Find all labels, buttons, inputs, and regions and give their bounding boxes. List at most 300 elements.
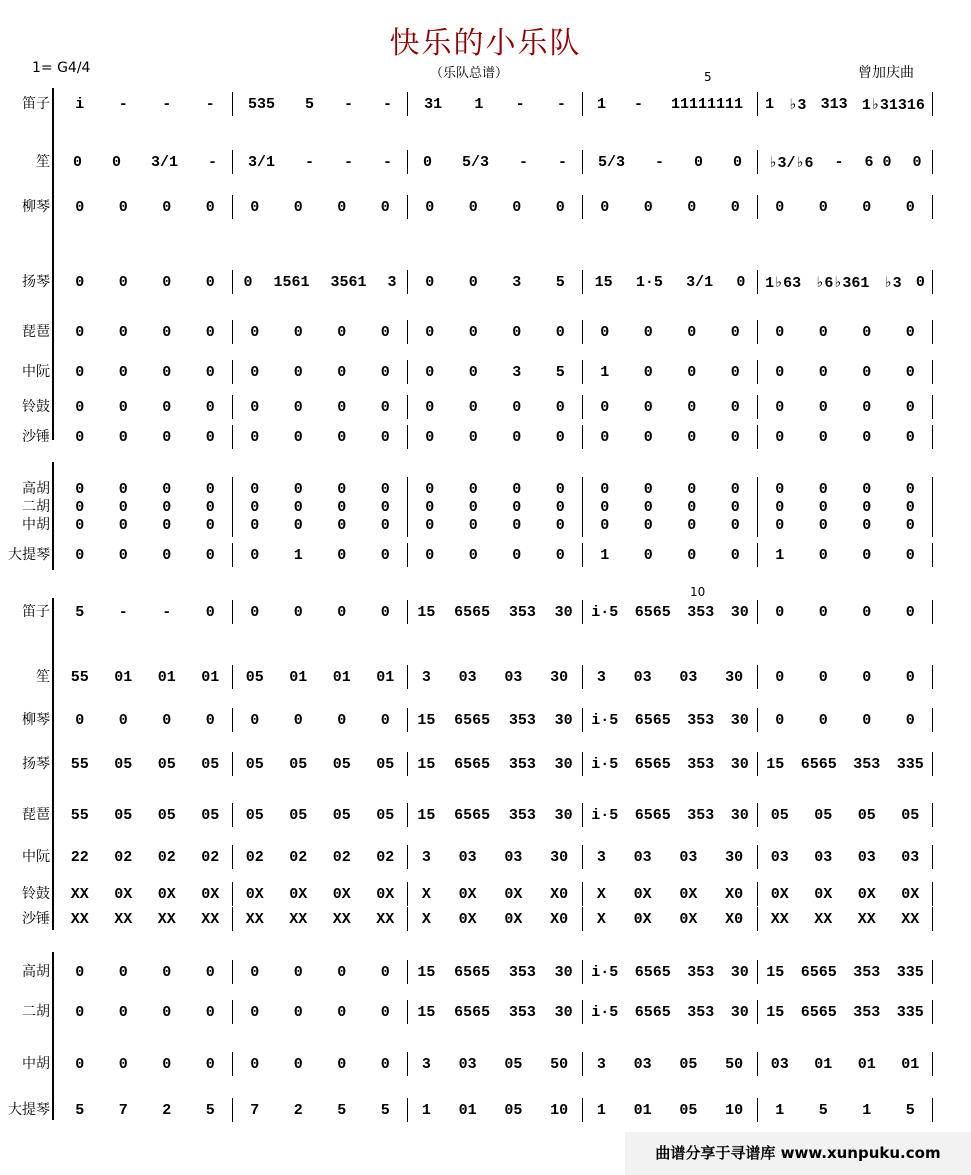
measure — [758, 752, 933, 776]
note: 0 — [205, 1055, 215, 1073]
note: 353 — [508, 711, 536, 729]
note: 0 — [775, 668, 785, 686]
note: 353 — [687, 806, 715, 824]
note: 30 — [554, 755, 573, 773]
note: XX — [70, 910, 89, 928]
note: 0 — [75, 1003, 85, 1021]
note: X — [421, 910, 431, 928]
note: 0 — [643, 428, 653, 446]
note: 0 — [425, 363, 435, 381]
note: 0 — [425, 480, 435, 498]
instrument-name: 二胡 — [22, 499, 50, 515]
note: i·5 — [591, 963, 619, 981]
note: 0 — [118, 1055, 128, 1073]
measure — [58, 150, 233, 174]
note: 0 — [555, 516, 565, 534]
measure — [583, 320, 758, 344]
footer-watermark: 曲谱分享于寻谱库 www.xunpuku.com — [625, 1132, 971, 1175]
note: 335 — [896, 1003, 924, 1021]
note: 0 — [905, 198, 915, 216]
note: 3/1 — [686, 273, 714, 291]
note: 15 — [417, 755, 436, 773]
note: 03 — [857, 848, 876, 866]
staff-row — [0, 195, 971, 219]
note: 0 — [250, 198, 260, 216]
note: 0 — [250, 428, 260, 446]
note: 03 — [504, 848, 523, 866]
note: 0 — [775, 323, 785, 341]
note: 0 — [468, 198, 478, 216]
note: 0 — [250, 963, 260, 981]
note: 5 — [205, 1101, 215, 1119]
note: 0 — [643, 363, 653, 381]
note: 0 — [380, 546, 390, 564]
note: 0 — [730, 498, 740, 516]
note: 0 — [425, 428, 435, 446]
note: - — [515, 95, 525, 113]
note: 0 — [380, 498, 390, 516]
note: 2 — [293, 1101, 303, 1119]
note: 0X — [289, 885, 308, 903]
note: 0 — [380, 398, 390, 416]
note: 1 — [474, 95, 484, 113]
note: X — [421, 885, 431, 903]
note: 0X — [458, 910, 477, 928]
note: 0 — [687, 480, 697, 498]
measure — [758, 195, 933, 219]
note: 0 — [468, 498, 478, 516]
note: 5 — [75, 603, 85, 621]
note: 0 — [250, 711, 260, 729]
note: 01 — [157, 668, 176, 686]
note: 02 — [332, 848, 351, 866]
note: 50 — [550, 1055, 569, 1073]
note: 05 — [770, 806, 789, 824]
note: XX — [770, 910, 789, 928]
note: 0 — [687, 428, 697, 446]
note: 0 — [905, 363, 915, 381]
note: 0 — [380, 480, 390, 498]
note: 05 — [679, 1055, 698, 1073]
note: 01 — [289, 668, 308, 686]
note: 0X — [245, 885, 264, 903]
note: XX — [70, 885, 89, 903]
note: 5 — [818, 1101, 828, 1119]
note: 0 — [205, 711, 215, 729]
measure — [58, 320, 233, 344]
staff-row — [0, 150, 971, 174]
note: 30 — [554, 963, 573, 981]
measure — [583, 360, 758, 384]
note: 0 — [380, 711, 390, 729]
note: 0 — [730, 398, 740, 416]
staff-row — [0, 270, 971, 294]
measure — [58, 195, 233, 219]
note: 7 — [250, 1101, 260, 1119]
instrument-name: 二胡 — [22, 1004, 50, 1020]
instrument-name: 中阮 — [22, 364, 50, 380]
note: XX — [201, 910, 220, 928]
note: 05 — [245, 668, 264, 686]
measure — [58, 665, 233, 689]
note: XX — [901, 910, 920, 928]
note: 353 — [853, 755, 881, 773]
note: 30 — [554, 806, 573, 824]
note: 05 — [376, 806, 395, 824]
measure — [408, 600, 583, 624]
measure — [758, 1052, 933, 1076]
note: 6565 — [454, 755, 491, 773]
note: 05 — [114, 806, 133, 824]
note: 3/1 — [247, 153, 275, 171]
note: 55 — [70, 668, 89, 686]
measure — [758, 513, 933, 537]
note: 0 — [862, 363, 872, 381]
staff-row — [0, 907, 971, 931]
note: 0X — [814, 885, 833, 903]
measure — [233, 1000, 408, 1024]
note: 0 — [730, 363, 740, 381]
note: 0 — [687, 398, 697, 416]
measure — [58, 960, 233, 984]
note: 55 — [70, 755, 89, 773]
note: XX — [289, 910, 308, 928]
note: 0 — [862, 428, 872, 446]
note: 0X — [633, 910, 652, 928]
note: 05 — [332, 755, 351, 773]
note: 0X — [376, 885, 395, 903]
note: 5 — [905, 1101, 915, 1119]
note: 535 — [247, 95, 275, 113]
instrument-name: 高胡 — [22, 964, 50, 980]
note: 0 — [75, 963, 85, 981]
note: 0 — [118, 273, 128, 291]
measure — [58, 845, 233, 869]
note: 05 — [157, 755, 176, 773]
measure — [583, 960, 758, 984]
page-title: 快乐的小乐队 — [389, 26, 582, 61]
note: 0 — [862, 398, 872, 416]
note: 0 — [693, 153, 703, 171]
measure — [583, 907, 758, 931]
system-brace — [52, 598, 54, 930]
note: - — [118, 603, 128, 621]
note: X0 — [725, 910, 744, 928]
note: 01 — [901, 1055, 920, 1073]
note: 0 — [775, 498, 785, 516]
composer: 曾加庆曲 — [858, 65, 914, 81]
note: 0 — [75, 363, 85, 381]
measure — [758, 1098, 933, 1122]
staff-row — [0, 425, 971, 449]
note: 353 — [508, 603, 536, 621]
note: - — [162, 603, 172, 621]
note: 3 — [421, 1055, 431, 1073]
note: 0 — [380, 323, 390, 341]
note: XX — [376, 910, 395, 928]
note: 335 — [896, 963, 924, 981]
note: 3 — [596, 848, 606, 866]
note: 6 0 — [864, 153, 892, 171]
note: 0 — [337, 480, 347, 498]
note: - — [633, 95, 643, 113]
note: X0 — [550, 910, 569, 928]
note: ♭3/♭6 — [768, 154, 814, 172]
note: 0 — [205, 516, 215, 534]
note: 0 — [118, 428, 128, 446]
note: 0 — [75, 323, 85, 341]
note: 0 — [337, 546, 347, 564]
note: 0 — [468, 480, 478, 498]
note: 0 — [555, 480, 565, 498]
note: 0 — [205, 273, 215, 291]
note: 0 — [118, 516, 128, 534]
note: 0 — [862, 198, 872, 216]
note: 01 — [633, 1101, 652, 1119]
staff-row — [0, 708, 971, 732]
note: 0 — [775, 363, 785, 381]
note: 0 — [425, 546, 435, 564]
note: 03 — [770, 848, 789, 866]
measure — [58, 600, 233, 624]
note: 6565 — [454, 711, 491, 729]
note: XX — [814, 910, 833, 928]
note: X — [596, 910, 606, 928]
staff-row — [0, 1052, 971, 1076]
staff-row — [0, 543, 971, 567]
note: 5 — [304, 95, 314, 113]
note: 0 — [162, 363, 172, 381]
note: 15 — [417, 806, 436, 824]
note: - — [654, 153, 664, 171]
note: 1 — [775, 1101, 785, 1119]
note: 0 — [380, 428, 390, 446]
note: 0 — [732, 153, 742, 171]
note: 0 — [425, 198, 435, 216]
note: 0 — [250, 546, 260, 564]
instrument-name: 中阮 — [22, 849, 50, 865]
note: i·5 — [591, 806, 619, 824]
instrument-name: 铃鼓 — [22, 399, 50, 415]
note: 15 — [766, 1003, 785, 1021]
note: 0 — [468, 428, 478, 446]
note: 0 — [818, 198, 828, 216]
note: 0 — [775, 711, 785, 729]
note: 0 — [862, 603, 872, 621]
note: 0 — [862, 546, 872, 564]
note: 0 — [75, 428, 85, 446]
note: 03 — [504, 668, 523, 686]
measure — [233, 907, 408, 931]
instrument-name: 大提琴 — [8, 547, 50, 563]
note: 0 — [205, 603, 215, 621]
measure — [408, 92, 583, 116]
measure — [758, 845, 933, 869]
note: 0 — [118, 480, 128, 498]
note: 0 — [75, 498, 85, 516]
measure — [58, 425, 233, 449]
note: 0 — [250, 516, 260, 534]
note: 0 — [293, 603, 303, 621]
measure — [58, 907, 233, 931]
note: 0 — [512, 398, 522, 416]
instrument-name: 柳琴 — [22, 199, 50, 215]
note: 1 — [421, 1101, 431, 1119]
note: ♭6♭361 — [815, 274, 870, 292]
note: 0 — [512, 428, 522, 446]
key-signature: 1= G4/4 — [32, 60, 91, 76]
note: 0 — [337, 398, 347, 416]
note: 0 — [162, 398, 172, 416]
measure — [758, 600, 933, 624]
note: 0X — [504, 910, 523, 928]
note: 0 — [337, 498, 347, 516]
note: - — [556, 95, 566, 113]
instrument-name: 高胡 — [22, 481, 50, 497]
note: 30 — [725, 848, 744, 866]
staff-row — [0, 1000, 971, 1024]
measure — [58, 882, 233, 906]
measure — [583, 845, 758, 869]
note: 0 — [512, 480, 522, 498]
measure — [408, 1000, 583, 1024]
note: 0 — [600, 323, 610, 341]
measure — [58, 1098, 233, 1122]
note: 03 — [458, 668, 477, 686]
note: 0 — [162, 1003, 172, 1021]
measure — [583, 1098, 758, 1122]
note: 0 — [905, 546, 915, 564]
note: 0 — [818, 546, 828, 564]
instrument-name: 笛子 — [22, 96, 50, 112]
note: 0 — [425, 516, 435, 534]
note: 15 — [417, 963, 436, 981]
note: - — [343, 153, 353, 171]
note: 0 — [512, 198, 522, 216]
note: 0 — [512, 516, 522, 534]
measure — [583, 150, 758, 174]
measure — [583, 513, 758, 537]
note: 0 — [600, 480, 610, 498]
note: 0 — [118, 323, 128, 341]
note: 0 — [337, 711, 347, 729]
note: 10 — [725, 1101, 744, 1119]
note: 3 — [596, 668, 606, 686]
measure — [408, 150, 583, 174]
note: 6565 — [454, 1003, 491, 1021]
note: 6565 — [454, 603, 491, 621]
measure — [408, 665, 583, 689]
measure — [233, 752, 408, 776]
note: 0 — [643, 198, 653, 216]
note: 1 — [600, 363, 610, 381]
note: 353 — [853, 1003, 881, 1021]
measure — [233, 600, 408, 624]
note: 6565 — [634, 1003, 671, 1021]
note: 6565 — [800, 963, 837, 981]
staff-row — [0, 1098, 971, 1122]
note: 0X — [857, 885, 876, 903]
note: 0 — [730, 198, 740, 216]
measure — [233, 803, 408, 827]
note: 3561 — [330, 273, 367, 291]
note: 0 — [912, 153, 922, 171]
measure — [408, 543, 583, 567]
measure — [408, 907, 583, 931]
note: 0X — [901, 885, 920, 903]
measure — [758, 543, 933, 567]
note: 02 — [376, 848, 395, 866]
note: 0 — [775, 603, 785, 621]
note: - — [205, 95, 215, 113]
note: 05 — [201, 755, 220, 773]
note: 1 — [862, 1101, 872, 1119]
note: 0 — [111, 153, 121, 171]
measure — [758, 803, 933, 827]
note: 1 — [775, 546, 785, 564]
note: 5 — [337, 1101, 347, 1119]
note: 0 — [293, 398, 303, 416]
note: 02 — [289, 848, 308, 866]
note: 0 — [75, 398, 85, 416]
measure — [233, 960, 408, 984]
measure — [233, 1098, 408, 1122]
note: 0 — [75, 711, 85, 729]
measure — [58, 1000, 233, 1024]
note: 01 — [376, 668, 395, 686]
note: 0 — [162, 198, 172, 216]
measure — [758, 270, 933, 294]
note: 353 — [853, 963, 881, 981]
note: 0 — [162, 498, 172, 516]
note: 02 — [114, 848, 133, 866]
note: 0 — [687, 498, 697, 516]
note: 6565 — [634, 963, 671, 981]
measure — [583, 752, 758, 776]
note: 0 — [75, 516, 85, 534]
measure — [58, 270, 233, 294]
note: 0X — [157, 885, 176, 903]
note: 0X — [201, 885, 220, 903]
note: 3 — [421, 668, 431, 686]
instrument-name: 笛子 — [22, 604, 50, 620]
measure — [583, 425, 758, 449]
note: X — [596, 885, 606, 903]
measure — [233, 543, 408, 567]
note: 15 — [417, 711, 436, 729]
instrument-name: 大提琴 — [8, 1102, 50, 1118]
note: 353 — [687, 963, 715, 981]
note: 0 — [293, 963, 303, 981]
measure — [233, 665, 408, 689]
note: 0 — [468, 398, 478, 416]
measure — [408, 320, 583, 344]
note: 02 — [245, 848, 264, 866]
note: 353 — [508, 963, 536, 981]
instrument-name: 沙锤 — [22, 911, 50, 927]
note: 0 — [118, 963, 128, 981]
note: 22 — [70, 848, 89, 866]
note: 0 — [600, 198, 610, 216]
staff-row — [0, 960, 971, 984]
note: 313 — [820, 95, 848, 113]
note: 0 — [862, 516, 872, 534]
note: 5/3 — [461, 153, 489, 171]
note: - — [382, 95, 392, 113]
note: 0X — [679, 885, 698, 903]
note: 3 — [596, 1055, 606, 1073]
note: 01 — [857, 1055, 876, 1073]
